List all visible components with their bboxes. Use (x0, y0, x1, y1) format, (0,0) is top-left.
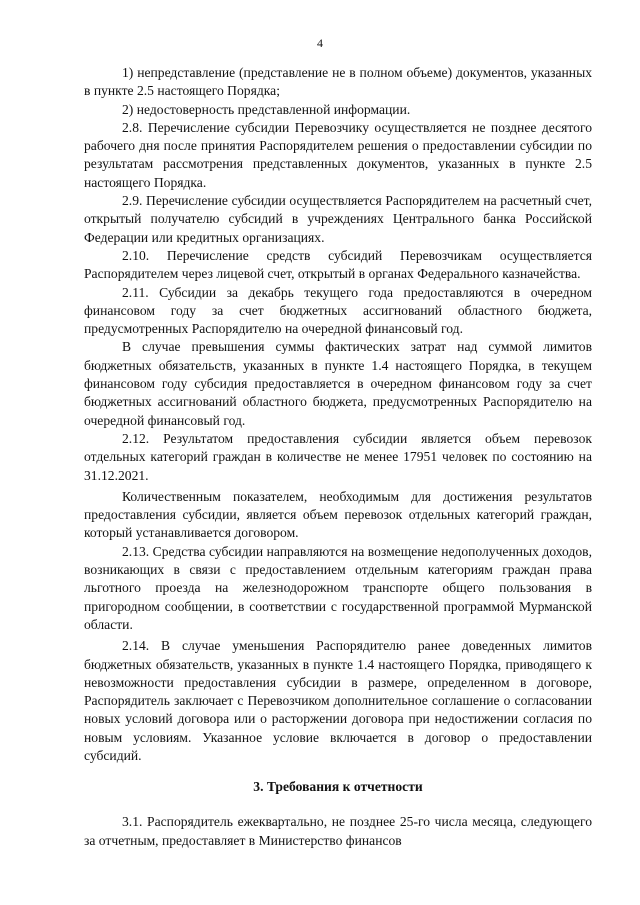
paragraph-2-13: 2.13. Средства субсидии направляются на возмещение недополученных доходов, возникающих в связи с предоставлением отдельным категориям граждан права льготного проезда на железнодорожном транспорте общего пользования в пригородном сообщении, в соответствии с государственной программой Мурманской области. (84, 543, 592, 632)
paragraph-2-8: 2.8. Перечисление субсидии Перевозчику осуществляется не позднее десятого рабочего дня после принятия Распорядителем решения о предоставлении субсидии по результатам рассмотрения представленных документов, указанных в пункте 2.5 настоящего Порядка. (84, 119, 592, 190)
page-number: 4 (317, 36, 323, 50)
paragraph-2-9: 2.9. Перечисление субсидии осуществляется Распорядителем на расчетный счет, открытый получателю субсидий в учреждениях Центрального банка Российской Федерации или кредитных организациях. (84, 193, 592, 245)
paragraph-1-nonsubmission: 1) непредставление (представление не в полном объеме) документов, указанных в пункте 2.5 настоящего Порядка; (84, 65, 592, 99)
paragraph-2-12: 2.12. Результатом предоставления субсидии является объем перевозок отдельных категорий граждан в количестве не менее 17951 человек по состоянию на 31.12.2021. (84, 430, 592, 483)
paragraph-2-11: 2.11. Субсидии за декабрь текущего года предоставляются в очередном финансовом году за счет бюджетных ассигнований областного бюджета, предусмотренных Распорядителю на очередной финансовый год. (84, 284, 592, 337)
paragraph-2-11-excess: В случае превышения суммы фактических затрат над суммой лимитов бюджетных обязательств, указанных в пункте 1.4 настоящего Порядка, в текущем финансовом году субсидия предоставляется в очередном финансовом году за счет бюджетных ассигнований областного бюджета, предусмотренных Распорядителю на очередной финансовый год. (84, 339, 592, 428)
paragraph-2-12-indicator: Количественным показателем, необходимым для достижения результатов предоставления субсидии, является объем перевозок отдельных категорий граждан, который устанавливается договором. (84, 488, 592, 541)
paragraph-2-unreliability: 2) недостоверность представленной информации. (122, 101, 411, 117)
document-body (84, 64, 592, 850)
paragraph-2-14: 2.14. В случае уменьшения Распорядителю ранее доведенных лимитов бюджетных обязательств, указанных в пункте 1.4 настоящего Порядка, приводящего к невозможности предоставления субсидии в размере, определенном в договоре, Распорядитель заключает с Перевозчиком дополнительное соглашение о согласовании новых условий договора или о расторжении договора при недостижении согласия по новым условиям. Указанное условие включается в договор о предоставлении субсидий. (84, 638, 592, 763)
paragraph-2-10: 2.10. Перечисление средств субсидий Перевозчикам осуществляется Распорядителем через лицевой счет, открытый в органах Федерального казначейства. (84, 247, 592, 282)
paragraph-3-1: 3.1. Распорядитель ежеквартально, не позднее 25-го числа месяца, следующего за отчетным, предоставляет в Министерство финансов (84, 814, 592, 848)
section-3-heading: 3. Требования к отчетности (253, 779, 423, 795)
